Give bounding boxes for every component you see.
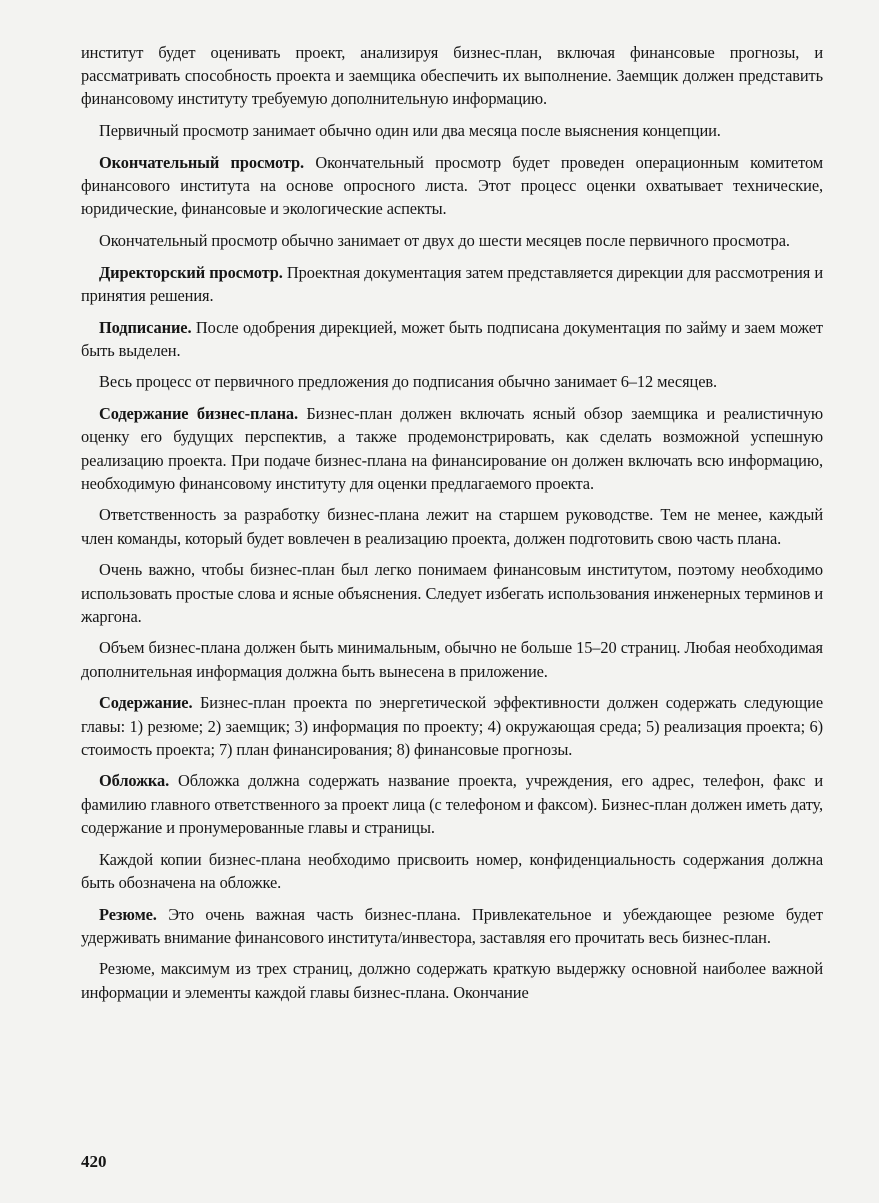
paragraph-13 [81,769,823,839]
page-number: 420 [81,1152,107,1171]
paragraph-14-text: Каждой копии бизнес-плана необходимо присвоить номер, конфиденциальность содержания должна быть обозначена на обложке. [81,849,823,892]
paragraph-10-text: Очень важно, чтобы бизнес-план был легко понимаем финансовым институтом, поэтому необходимо использовать простые слова и ясные объяснения. Следует избегать использования инженерных терминов и жаргона. [81,560,823,626]
paragraph-7-text: Весь процесс от первичного предложения до подписания обычно занимает 6–12 месяцев. [99,372,718,392]
paragraph-9 [81,503,823,549]
paragraph-12-text: Бизнес-план проекта по энергетической эффективности должен содержать следующие главы: 1) резюме; 2) заемщик; 3) информация по проекту; 4) окружающая среда; 5) реализация проекта; 6) стоимость проекта; 7) план финансирования; 8) финансовые прогнозы. [81,693,823,759]
paragraph-9-text: Ответственность за разработку бизнес-плана лежит на старшем руководстве. Тем не менее, каждый член команды, который будет вовлечен в реализацию проекта, должен подготовить свою часть плана. [81,505,823,548]
paragraph-3-lead: Окончательный просмотр. [99,152,305,172]
paragraph-6-lead: Подписание. [99,317,192,337]
paragraph-1-text: институт будет оценивать проект, анализируя бизнес-план, включая финансовые прогнозы, и рассматривать способность проекта и заемщика обеспечить их выполнение. Заемщик должен представить финансовому институту требуемую дополнительную информацию. [81,43,823,109]
paragraph-15-lead: Резюме. [99,904,157,924]
paragraph-1 [81,41,823,111]
paragraph-11-text: Объем бизнес-плана должен быть минимальным, обычно не больше 15–20 страниц. Любая необходимая дополнительная информация должна быть вынесена в приложение. [81,638,823,681]
paragraph-14 [81,848,823,894]
paragraph-5-text: Проектная документация затем представляется дирекции для рассмотрения и принятия решения. [81,262,823,305]
paragraph-4-text: Окончательный просмотр обычно занимает от двух до шести месяцев после первичного просмотра. [99,230,790,250]
paragraph-13-lead: Обложка. [99,771,170,791]
paragraph-6-text: После одобрения дирекцией, может быть подписана документация по займу и заем может быть выделен. [81,317,823,360]
paragraph-5 [81,261,823,307]
paragraph-8-lead: Содержание бизнес-плана. [99,404,298,424]
paragraph-10 [81,558,823,628]
paragraph-8-text: Бизнес-план должен включать ясный обзор заемщика и реалистичную оценку его будущих перспектив, а также продемонстрировать, как сделать возможной успешную реализацию проекта. При подаче бизнес-плана на финансирование он должен включать всю информацию, необходимую финансовому институту для оценки предлагаемого проекта. [81,404,823,493]
paragraph-12 [81,691,823,761]
paragraph-15-text: Это очень важная часть бизнес-плана. Привлекательное и убеждающее резюме будет удерживать внимание финансового института/инвестора, заставляя его прочитать весь бизнес-план. [81,904,823,947]
paragraph-11 [81,636,823,682]
paragraph-3 [81,151,823,221]
paragraph-6 [81,316,823,362]
paragraph-3-text: Окончательный просмотр будет проведен операционным комитетом финансового института на основе опросного листа. Этот процесс оценки охватывает технические, юридические, финансовые и экологические аспекты. [81,152,824,219]
paragraph-4 [81,229,823,252]
paragraph-2 [81,119,823,142]
paragraph-16-text: Резюме, максимум из трех страниц, должно содержать краткую выдержку основной наиболее важной информации и элементы каждой главы бизнес-плана. Окончание [81,959,823,1002]
paragraph-8 [81,402,823,495]
paragraph-5-lead: Директорский просмотр. [99,262,283,282]
paragraph-2-text: Первичный просмотр занимает обычно один или два месяца после выяснения концепции. [99,121,721,141]
paragraph-15 [81,903,823,949]
body-text [81,41,823,1004]
paragraph-13-text: Обложка должна содержать название проекта, учреждения, его адрес, телефон, факс и фамилию главного ответственного за проект лица (с телефоном и факсом). Бизнес-план должен иметь дату, содержание и пронумерованные главы и страницы. [81,771,823,837]
paragraph-16 [81,957,823,1003]
paragraph-7 [81,370,823,393]
paragraph-12-lead: Содержание. [99,693,193,713]
